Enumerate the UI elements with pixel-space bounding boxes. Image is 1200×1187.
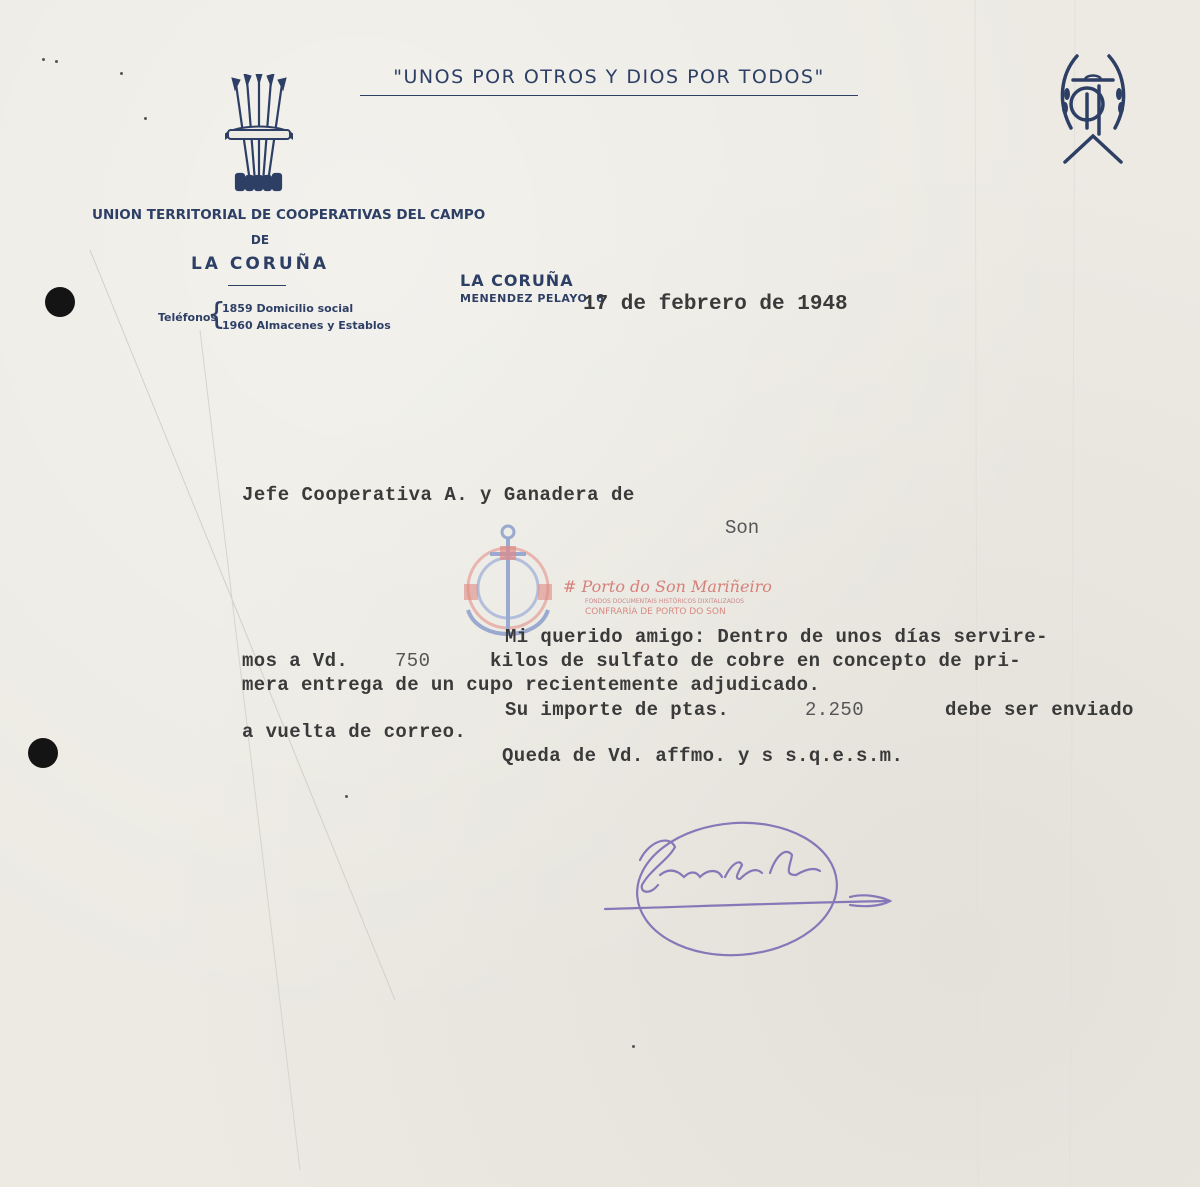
body-line-4b: debe ser enviado	[945, 699, 1134, 721]
cooperative-monogram-emblem-icon	[1055, 50, 1131, 168]
body-line-5: a vuelta de correo.	[242, 721, 467, 743]
watermark-subtitle: FONDOS DOCUMENTAIS HISTÓRICOS DIXITALIZADOS	[585, 598, 744, 605]
organization-name: UNION TERRITORIAL DE COOPERATIVAS DEL CAMPO	[92, 207, 486, 223]
recipient-line: Jefe Cooperativa A. y Ganadera de	[242, 484, 635, 506]
motto-underline	[360, 95, 858, 96]
yoke-and-arrows-emblem-icon	[222, 74, 296, 194]
watermark-org: CONFRARÍA DE PORTO DO SON	[585, 607, 726, 617]
body-line-1: Mi querido amigo: Dentro de unos días servire-	[505, 626, 1048, 648]
letterhead-city: LA CORUÑA	[460, 271, 574, 290]
organization-rule	[228, 285, 286, 286]
quantity-value: 750	[395, 650, 431, 672]
body-line-4a: Su importe de ptas.	[505, 699, 730, 721]
organization-de: DE	[250, 233, 270, 247]
letterhead-street: MENENDEZ PELAYO, 6	[460, 292, 605, 305]
body-line-3: mera entrega de un cupo recientemente adjudicado.	[242, 674, 821, 696]
punch-hole	[28, 738, 58, 768]
closing-line: Queda de Vd. affmo. y s s.q.e.s.m.	[502, 745, 904, 767]
phone-line-2: 1960 Almacenes y Establos	[222, 319, 391, 332]
amount-value: 2.250	[805, 699, 865, 721]
body-line-2b: kilos de sulfato de cobre en concepto de pri-	[490, 650, 1022, 672]
brace-glyph: {	[207, 297, 227, 332]
recipient-place: Son	[725, 517, 760, 539]
letter-date: 17 de febrero de 1948	[583, 293, 848, 316]
organization-city: LA CORUÑA	[190, 254, 330, 274]
handwritten-signature-icon	[600, 815, 900, 965]
punch-hole	[45, 287, 75, 317]
phone-line-1: 1859 Domicilio social	[222, 302, 354, 315]
phones-label: Teléfonos	[158, 311, 218, 324]
motto: "UNOS POR OTROS Y DIOS POR TODOS"	[393, 66, 825, 88]
body-line-2a: mos a Vd.	[242, 650, 349, 672]
watermark-title: # Porto do Son Mariñeiro	[563, 577, 772, 596]
